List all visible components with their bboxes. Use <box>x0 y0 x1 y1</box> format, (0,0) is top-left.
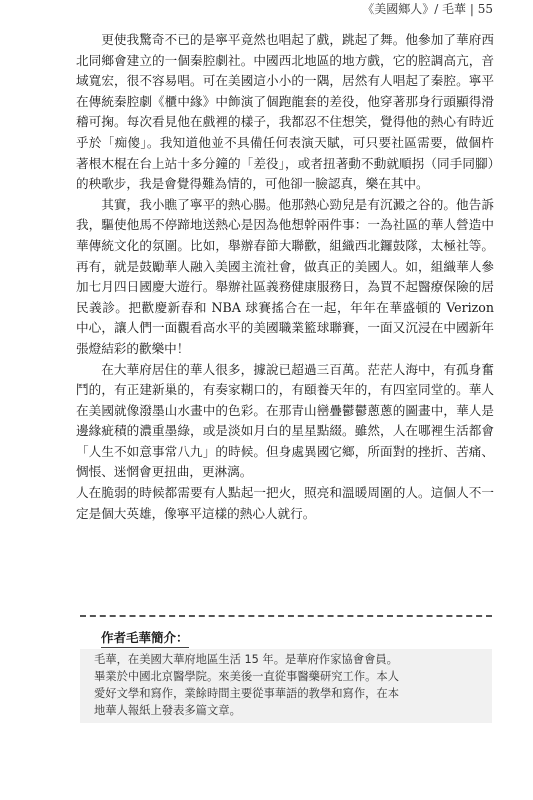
paragraph-4: 人在脆弱的時候都需要有人點起一把火，照亮和溫暖周圍的人。這個人不一定是個大英雄，像寧平這樣的熱心人就行。 <box>76 485 494 521</box>
bio-line: 畢業於中國北京醫學院。來美後一直從事醫藥研究工作。本人 <box>94 670 400 683</box>
paragraph-3: 在大華府居住的華人很多，據說已超過三百萬。茫茫人海中，有孤身奮鬥的，有正建新巢的，有奏家糊口的，有頤養天年的，有四室同堂的。華人在美國就像潑墨山水畫中的色彩。在那青山巒疊鬱鬱蔥蔥的圖畫中，華人是邊緣疵積的濃重墨綠，或是淡如月白的星星點綴。雖然，人在哪裡生活都會「人生不如意事常八九」的時候。但身處異國它鄉，所面對的挫折、苦痛、惆悵、迷惘會更扭曲，更淋漓。 <box>76 361 494 480</box>
bio-line: 地華人報紙上發表多篇文章。 <box>94 704 241 717</box>
paragraph-2: 其實，我小瞧了寧平的熱心腸。他那熱心勁兒是有沉澱之谷的。他告訴我，驅使他馬不停蹄地送熱心是因為他想幹兩件事：一為社區的華人營造中華傳統文化的氛圍。比如，舉辦春節大聯歡，組織西北鑼鼓隊，太極社等。再有，就是鼓勵華人融入美國主流社會，做真正的美國人。如，組織華人參加七月四日國慶大遊行。舉辦社區義務健康服務日，為買不起醫療保險的居民義診。把歡慶新春和 NBA 球賽搖合在一起，年年在華盛頓的 Verizon 中心，讓人們一面觀看高水平的美國職業籃球聯賽，一面又沉浸在中國新年張燈結彩的歡樂中！ <box>76 196 494 356</box>
article-body <box>76 30 494 524</box>
paragraph-1: 更使我驚奇不已的是寧平竟然也唱起了戲，跳起了舞。他參加了華府西北同鄉會建立的一個秦腔劇社。中國西北地區的地方戲，它的腔調高亢，音域寬宏，很不容易唱。可在美國這小小的一隅，居然有人唱起了秦腔。寧平在傳統秦腔劇《櫃中緣》中飾演了個跑龍套的差役，他穿著那身行頭顯得滑稽可掬。每次看見他在戲裡的樣子，我都忍不住想笑，覺得他的熱心有時近乎於「痴傻」。我知道他並不具備任何表演天賦，可只要社區需要，做個杵著根木棍在台上站十多分鐘的「差役」，或者扭著動不動就順拐（同手同腳）的秧歌步，我是會覺得難為情的，可他卻一臉認真，樂在其中。 <box>76 32 494 192</box>
bio-line: 毛華，在美國大華府地區生活 15 年。是華府作家協會會員。 <box>94 653 398 666</box>
running-header: 《美國鄉人》/ 毛華 | 55 <box>362 2 493 16</box>
bio-line: 愛好文學和寫作，業餘時間主要從事華語的教學和寫作，在本 <box>94 687 400 700</box>
author-bio-title: 作者毛華簡介： <box>101 628 189 648</box>
section-divider <box>80 615 492 617</box>
author-bio-text <box>94 651 486 719</box>
